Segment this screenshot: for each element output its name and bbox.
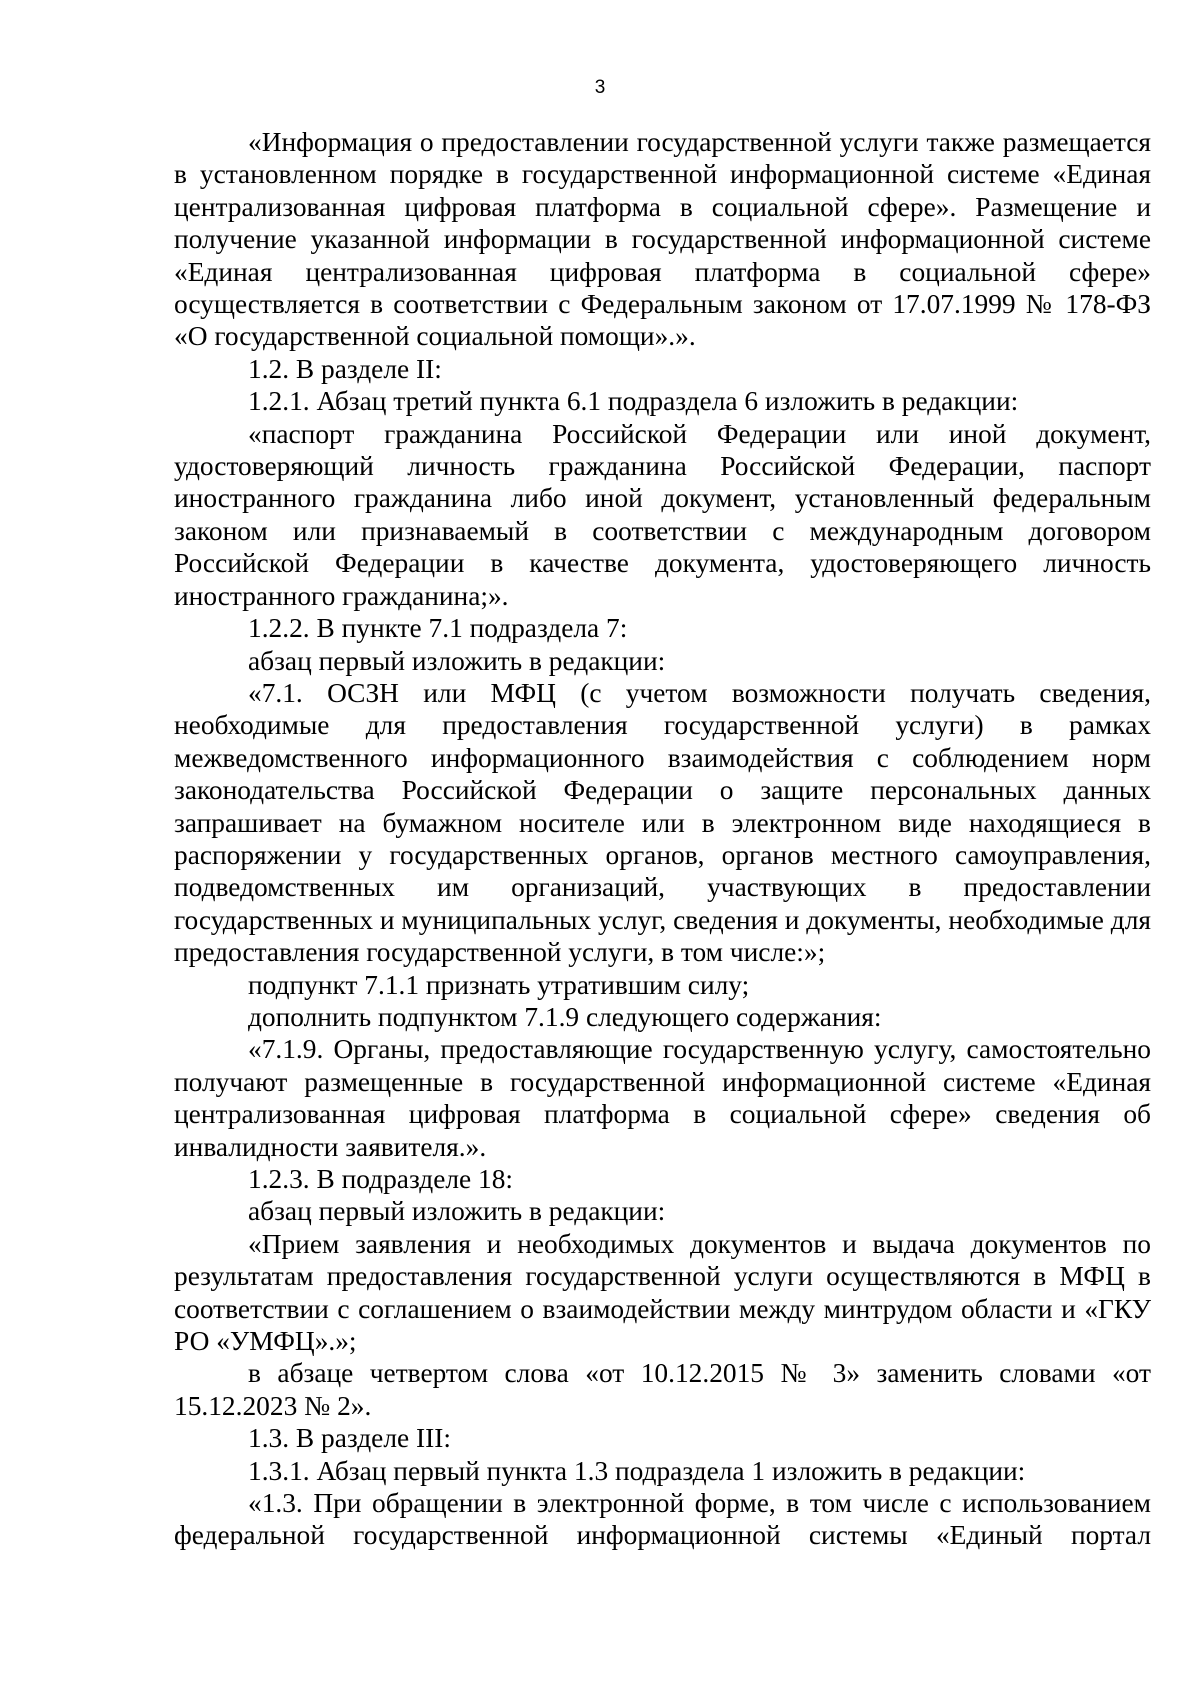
paragraph: 1.2. В разделе II: bbox=[248, 353, 442, 384]
document-body bbox=[174, 126, 1151, 1552]
page-number: 3 bbox=[594, 77, 606, 98]
paragraph: «паспорт гражданина Российской Федерации или иной документ, удостоверяющий личность гражданина Российской Федерации, паспорт иностранного гражданина либо иной документ, установленный федеральным законом или признаваемый в соответствии с международным договором Российской Федерации в качестве документа, удостоверяющего личность иностранного гражданина;». bbox=[174, 418, 1151, 611]
paragraph: абзац первый изложить в редакции: bbox=[248, 1196, 666, 1227]
paragraph: «Прием заявления и необходимых документов и выдача документов по результатам предоставления государственной услуги осуществляются в МФЦ в соответствии с соглашением о взаимодействии между минтрудом области и «ГКУ РО «УМФЦ».»; bbox=[174, 1228, 1151, 1357]
paragraph: 1.2.1. Абзац третий пункта 6.1 подраздела 6 изложить в редакции: bbox=[248, 386, 1019, 417]
paragraph: «7.1. ОСЗН или МФЦ (с учетом возможности получать сведения, необходимые для предоставления государственной услуги) в рамках межведомственного информационного взаимодействия с соблюдением норм законодательства Российской Федерации о защите персональных данных запрашивает на бумажном носителе или в электронном виде находящиеся в распоряжении у государственных органов, органов местного самоуправления, подведомственных им организаций, участвующих в предоставлении государственных и муниципальных услуг, сведения и документы, необходимые для предоставления государственной услуги, в том числе:»; bbox=[174, 677, 1151, 968]
paragraph: «Информация о предоставлении государственной услуги также размещается в установленном порядке в государственной информационной системе «Единая централизованная цифровая платформа в социальной сфере». Размещение и получение указанной информации в государственной информационной системе «Единая централизованная цифровая платформа в социальной сфере» осуществляется в соответствии с Федеральным законом от 17.07.1999 № 178-ФЗ «О государственной социальной помощи».». bbox=[174, 127, 1151, 352]
paragraph: абзац первый изложить в редакции: bbox=[248, 645, 666, 676]
paragraph: 1.2.3. В подразделе 18: bbox=[248, 1164, 514, 1194]
paragraph: подпункт 7.1.1 признать утратившим силу; bbox=[248, 969, 750, 1000]
paragraph: 1.3.1. Абзац первый пункта 1.3 подраздела 1 изложить в редакции: bbox=[248, 1455, 1026, 1486]
paragraph: 1.2.2. В пункте 7.1 подраздела 7: bbox=[248, 613, 628, 644]
paragraph: 1.3. В разделе III: bbox=[248, 1423, 451, 1454]
paragraph: в абзаце четвертом слова «от 10.12.2015 № 3» заменить словами «от 15.12.2023 № 2». bbox=[174, 1358, 1151, 1421]
paragraph: «1.3. При обращении в электронной форме, в том числе с использованием федеральной государственной информационной системы «Единый портал bbox=[174, 1488, 1151, 1551]
paragraph: «7.1.9. Органы, предоставляющие государственную услугу, самостоятельно получают размещенные в государственной информационной системе «Единая централизованная цифровая платформа в социальной сфере» сведения об инвалидности заявителя.». bbox=[174, 1034, 1151, 1162]
paragraph: дополнить подпунктом 7.1.9 следующего содержания: bbox=[248, 1001, 882, 1032]
